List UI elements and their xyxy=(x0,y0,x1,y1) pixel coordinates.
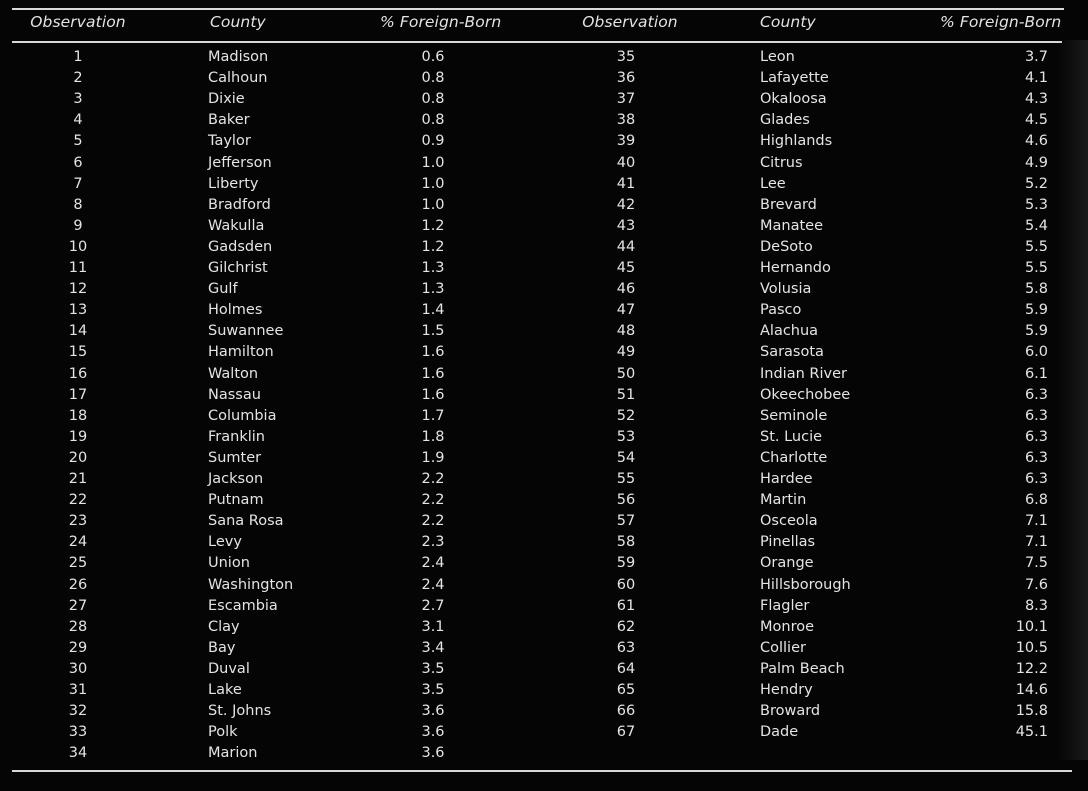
observation-cell: 7 xyxy=(73,175,83,192)
table-row xyxy=(548,218,1068,239)
header-observation-left: Observation xyxy=(30,13,126,31)
header-rule xyxy=(12,41,1062,43)
county-cell: Volusia xyxy=(760,281,812,298)
pct-cell: 1.6 xyxy=(421,344,445,361)
pct-cell: 6.3 xyxy=(1024,449,1048,466)
county-cell: Highlands xyxy=(760,133,833,150)
observation-cell: 6 xyxy=(73,154,83,171)
top-rule xyxy=(12,8,1064,10)
county-cell: Martin xyxy=(760,492,807,509)
pct-cell: 2.4 xyxy=(421,555,445,572)
table-row xyxy=(0,323,520,344)
table-row xyxy=(0,112,520,133)
observation-cell: 23 xyxy=(68,513,88,530)
pct-cell: 5.8 xyxy=(1024,281,1048,298)
observation-cell: 53 xyxy=(616,428,636,445)
observation-cell: 3 xyxy=(73,91,83,108)
table-row xyxy=(0,366,520,387)
pct-cell: 0.8 xyxy=(421,70,445,87)
county-cell: Hendry xyxy=(760,682,813,698)
table-row xyxy=(548,619,1068,640)
pct-cell: 4.1 xyxy=(1024,70,1048,87)
county-cell: Dixie xyxy=(208,91,245,108)
county-cell: Alachua xyxy=(760,323,819,340)
observation-cell: 33 xyxy=(68,724,88,741)
pct-cell: 2.4 xyxy=(421,576,445,593)
pct-cell: 0.8 xyxy=(421,112,445,129)
pct-cell: 7.1 xyxy=(1024,534,1048,551)
observation-cell: 54 xyxy=(616,449,636,466)
county-cell: Hamilton xyxy=(208,344,274,361)
pct-cell: 1.2 xyxy=(421,238,445,255)
county-cell: Hernando xyxy=(760,260,831,276)
pct-cell: 2.7 xyxy=(421,597,445,614)
county-cell: DeSoto xyxy=(760,238,813,255)
table-row xyxy=(0,534,520,555)
county-cell: Washington xyxy=(208,576,294,593)
county-cell: Palm Beach xyxy=(760,660,845,677)
table-row xyxy=(548,155,1068,176)
table-row xyxy=(548,133,1068,154)
county-cell: Nassau xyxy=(208,386,261,403)
pct-cell: 2.2 xyxy=(421,513,445,530)
county-cell: Seminole xyxy=(760,407,828,424)
observation-cell: 38 xyxy=(616,112,636,129)
observation-cell: 34 xyxy=(68,745,88,762)
pct-cell: 5.2 xyxy=(1024,175,1048,192)
pct-cell: 5.5 xyxy=(1024,260,1048,276)
county-cell: Jefferson xyxy=(208,154,272,171)
table-row xyxy=(548,640,1068,661)
observation-cell: 66 xyxy=(616,703,636,720)
table-row xyxy=(548,408,1068,429)
table-row xyxy=(0,682,520,703)
table-row xyxy=(548,366,1068,387)
county-cell: Bradford xyxy=(208,196,271,213)
county-cell: Levy xyxy=(208,534,242,551)
pct-cell: 5.5 xyxy=(1024,238,1048,255)
observation-cell: 1 xyxy=(73,49,83,65)
table-row xyxy=(0,450,520,471)
county-cell: Columbia xyxy=(208,407,277,424)
table-row xyxy=(0,703,520,724)
observation-cell: 61 xyxy=(616,597,636,614)
observation-cell: 44 xyxy=(616,238,636,255)
pct-cell: 3.1 xyxy=(421,618,445,635)
table-row xyxy=(548,429,1068,450)
observation-cell: 49 xyxy=(616,344,636,361)
county-cell: Hillsborough xyxy=(760,576,851,593)
table-row xyxy=(548,513,1068,534)
pct-cell: 10.1 xyxy=(1015,618,1048,635)
observation-cell: 43 xyxy=(616,217,636,234)
county-cell: Clay xyxy=(208,618,240,635)
table-row xyxy=(0,133,520,154)
pct-cell: 3.4 xyxy=(421,639,445,656)
county-cell: Collier xyxy=(760,639,806,656)
county-cell: Hardee xyxy=(760,471,813,487)
county-cell: Duval xyxy=(208,660,250,677)
observation-cell: 67 xyxy=(616,724,636,741)
pct-cell: 1.3 xyxy=(421,260,445,276)
county-cell: Brevard xyxy=(760,196,817,213)
table-row xyxy=(548,112,1068,133)
table-row xyxy=(0,344,520,365)
observation-cell: 58 xyxy=(616,534,636,551)
table-row xyxy=(548,70,1068,91)
county-cell: Indian River xyxy=(760,365,847,382)
table-row xyxy=(548,387,1068,408)
pct-cell: 6.8 xyxy=(1024,492,1048,509)
pct-cell: 8.3 xyxy=(1024,597,1048,614)
county-cell: Monroe xyxy=(760,618,815,635)
pct-cell: 3.5 xyxy=(421,682,445,698)
observation-cell: 35 xyxy=(616,49,636,65)
pct-cell: 7.1 xyxy=(1024,513,1048,530)
observation-cell: 13 xyxy=(68,302,88,319)
table-row xyxy=(0,176,520,197)
county-cell: St. Johns xyxy=(208,703,272,720)
pct-cell: 1.0 xyxy=(421,154,445,171)
observation-cell: 48 xyxy=(616,323,636,340)
observation-cell: 32 xyxy=(68,703,88,720)
county-cell: St. Lucie xyxy=(760,428,823,445)
county-cell: Calhoun xyxy=(208,70,268,87)
header-pct-left: % Foreign-Born xyxy=(380,13,502,31)
county-cell: Union xyxy=(208,555,250,572)
county-cell: Lee xyxy=(760,175,786,192)
table-row xyxy=(548,239,1068,260)
observation-cell: 2 xyxy=(73,70,83,87)
table-row xyxy=(548,344,1068,365)
county-cell: Dade xyxy=(760,724,799,741)
county-cell: Charlotte xyxy=(760,449,828,466)
county-cell: Franklin xyxy=(208,428,265,445)
table-row xyxy=(548,577,1068,598)
pct-cell: 7.5 xyxy=(1024,555,1048,572)
table-row xyxy=(548,492,1068,513)
county-cell: Sumter xyxy=(208,449,262,466)
table-row xyxy=(0,513,520,534)
county-cell: Manatee xyxy=(760,217,823,234)
pct-cell: 2.2 xyxy=(421,471,445,487)
table-row xyxy=(548,703,1068,724)
county-cell: Walton xyxy=(208,365,259,382)
observation-cell: 42 xyxy=(616,196,636,213)
pct-cell: 4.3 xyxy=(1024,91,1048,108)
county-cell: Suwannee xyxy=(208,323,284,340)
observation-cell: 19 xyxy=(68,428,88,445)
county-cell: Pinellas xyxy=(760,534,816,551)
header-observation-right: Observation xyxy=(582,13,678,31)
pct-cell: 2.2 xyxy=(421,492,445,509)
county-cell: Leon xyxy=(760,49,795,65)
pct-cell: 15.8 xyxy=(1015,703,1048,720)
observation-cell: 36 xyxy=(616,70,636,87)
pct-cell: 12.2 xyxy=(1015,660,1048,677)
observation-cell: 55 xyxy=(616,471,636,487)
county-cell: Lafayette xyxy=(760,70,829,87)
pct-cell: 14.6 xyxy=(1015,682,1048,698)
table-row xyxy=(0,471,520,492)
header-county-left: County xyxy=(210,13,266,31)
table-row xyxy=(0,387,520,408)
observation-cell: 10 xyxy=(68,238,88,255)
table-row xyxy=(0,598,520,619)
table-row xyxy=(548,302,1068,323)
pct-cell: 1.0 xyxy=(421,175,445,192)
table-row xyxy=(548,555,1068,576)
pct-cell: 6.0 xyxy=(1024,344,1048,361)
observation-cell: 45 xyxy=(616,260,636,276)
observation-cell: 27 xyxy=(68,597,88,614)
table-row xyxy=(0,619,520,640)
county-cell: Citrus xyxy=(760,154,803,171)
pct-cell: 6.3 xyxy=(1024,428,1048,445)
county-cell: Osceola xyxy=(760,513,818,530)
table-row xyxy=(548,534,1068,555)
pct-cell: 3.6 xyxy=(421,703,445,720)
pct-cell: 3.7 xyxy=(1024,49,1048,65)
observation-cell: 11 xyxy=(68,260,88,276)
pct-cell: 4.5 xyxy=(1024,112,1048,129)
table-row xyxy=(548,197,1068,218)
pct-cell: 1.7 xyxy=(421,407,445,424)
observation-cell: 28 xyxy=(68,618,88,635)
table-row xyxy=(0,302,520,323)
county-cell: Okeechobee xyxy=(760,386,851,403)
table-row xyxy=(0,281,520,302)
observation-cell: 5 xyxy=(73,133,83,150)
county-cell: Flagler xyxy=(760,597,810,614)
observation-cell: 51 xyxy=(616,386,636,403)
pct-cell: 7.6 xyxy=(1024,576,1048,593)
observation-cell: 39 xyxy=(616,133,636,150)
observation-cell: 20 xyxy=(68,449,88,466)
county-cell: Taylor xyxy=(208,133,251,150)
observation-cell: 4 xyxy=(73,112,83,129)
table-row xyxy=(0,577,520,598)
table-row xyxy=(548,598,1068,619)
county-cell: Holmes xyxy=(208,302,263,319)
pct-cell: 3.6 xyxy=(421,724,445,741)
table-row xyxy=(0,661,520,682)
table-row xyxy=(0,745,520,766)
observation-cell: 29 xyxy=(68,639,88,656)
table-row xyxy=(0,70,520,91)
observation-cell: 40 xyxy=(616,154,636,171)
pct-cell: 6.3 xyxy=(1024,471,1048,487)
pct-cell: 5.3 xyxy=(1024,196,1048,213)
observation-cell: 63 xyxy=(616,639,636,656)
header-pct-right: % Foreign-Born xyxy=(940,13,1062,31)
county-cell: Okaloosa xyxy=(760,91,827,108)
table-row xyxy=(548,281,1068,302)
observation-cell: 17 xyxy=(68,386,88,403)
county-cell: Broward xyxy=(760,703,821,720)
table-row xyxy=(548,323,1068,344)
table-row xyxy=(0,492,520,513)
county-cell: Sana Rosa xyxy=(208,513,284,530)
observation-cell: 26 xyxy=(68,576,88,593)
pct-cell: 4.9 xyxy=(1024,154,1048,171)
pct-cell: 45.1 xyxy=(1015,724,1048,741)
pct-cell: 1.3 xyxy=(421,281,445,298)
table-row xyxy=(548,91,1068,112)
table-row xyxy=(0,724,520,745)
observation-cell: 31 xyxy=(68,682,88,698)
observation-cell: 52 xyxy=(616,407,636,424)
table-row xyxy=(548,260,1068,281)
table-row xyxy=(548,49,1068,70)
observation-cell: 9 xyxy=(73,217,83,234)
observation-cell: 62 xyxy=(616,618,636,635)
table-row xyxy=(0,408,520,429)
observation-cell: 47 xyxy=(616,302,636,319)
pct-cell: 1.6 xyxy=(421,365,445,382)
observation-cell: 22 xyxy=(68,492,88,509)
observation-cell: 46 xyxy=(616,281,636,298)
county-cell: Polk xyxy=(208,724,238,741)
pct-cell: 4.6 xyxy=(1024,133,1048,150)
county-cell: Gadsden xyxy=(208,238,273,255)
table-row xyxy=(0,91,520,112)
county-cell: Liberty xyxy=(208,175,259,192)
county-cell: Bay xyxy=(208,639,236,656)
county-cell: Glades xyxy=(760,112,810,129)
county-cell: Putnam xyxy=(208,492,264,509)
county-cell: Marion xyxy=(208,745,258,762)
pct-cell: 1.5 xyxy=(421,323,445,340)
observation-cell: 57 xyxy=(616,513,636,530)
table-row xyxy=(0,239,520,260)
pct-cell: 0.9 xyxy=(421,133,445,150)
header-county-right: County xyxy=(760,13,816,31)
pct-cell: 6.1 xyxy=(1024,365,1048,382)
pct-cell: 1.6 xyxy=(421,386,445,403)
observation-cell: 8 xyxy=(73,196,83,213)
observation-cell: 15 xyxy=(68,344,88,361)
county-cell: Lake xyxy=(208,682,242,698)
pct-cell: 6.3 xyxy=(1024,407,1048,424)
pct-cell: 5.9 xyxy=(1024,323,1048,340)
county-cell: Jackson xyxy=(208,471,264,487)
pct-cell: 1.9 xyxy=(421,449,445,466)
table-row xyxy=(0,260,520,281)
county-cell: Gilchrist xyxy=(208,260,268,276)
table-row xyxy=(0,640,520,661)
pct-cell: 10.5 xyxy=(1015,639,1048,656)
table-row xyxy=(548,176,1068,197)
observation-cell: 24 xyxy=(68,534,88,551)
bottom-rule xyxy=(12,770,1072,772)
table-row xyxy=(0,49,520,70)
observation-cell: 64 xyxy=(616,660,636,677)
table-row xyxy=(0,218,520,239)
table-row xyxy=(0,197,520,218)
observation-cell: 50 xyxy=(616,365,636,382)
county-cell: Pasco xyxy=(760,302,802,319)
table-row xyxy=(548,661,1068,682)
county-cell: Sarasota xyxy=(760,344,824,361)
observation-cell: 60 xyxy=(616,576,636,593)
observation-cell: 25 xyxy=(68,555,88,572)
county-cell: Baker xyxy=(208,112,250,129)
pct-cell: 1.0 xyxy=(421,196,445,213)
observation-cell: 59 xyxy=(616,555,636,572)
pct-cell: 0.6 xyxy=(421,49,445,65)
table-row xyxy=(0,155,520,176)
pct-cell: 3.6 xyxy=(421,745,445,762)
table-row xyxy=(548,450,1068,471)
pct-cell: 1.8 xyxy=(421,428,445,445)
observation-cell: 18 xyxy=(68,407,88,424)
county-cell: Madison xyxy=(208,49,269,65)
county-cell: Escambia xyxy=(208,597,278,614)
table-row xyxy=(0,429,520,450)
pct-cell: 5.9 xyxy=(1024,302,1048,319)
county-cell: Orange xyxy=(760,555,814,572)
county-cell: Wakulla xyxy=(208,217,265,234)
pct-cell: 3.5 xyxy=(421,660,445,677)
observation-cell: 16 xyxy=(68,365,88,382)
pct-cell: 6.3 xyxy=(1024,386,1048,403)
observation-cell: 14 xyxy=(68,323,88,340)
observation-cell: 65 xyxy=(616,682,636,698)
pct-cell: 5.4 xyxy=(1024,217,1048,234)
pct-cell: 1.2 xyxy=(421,217,445,234)
observation-cell: 56 xyxy=(616,492,636,509)
table-row xyxy=(0,555,520,576)
observation-cell: 37 xyxy=(616,91,636,108)
page-edge-shadow xyxy=(1058,40,1088,760)
pct-cell: 2.3 xyxy=(421,534,445,551)
observation-cell: 41 xyxy=(616,175,636,192)
table-row xyxy=(548,471,1068,492)
table-row xyxy=(548,682,1068,703)
observation-cell: 30 xyxy=(68,660,88,677)
table-row xyxy=(548,724,1068,745)
observation-cell: 12 xyxy=(68,281,88,298)
county-cell: Gulf xyxy=(208,281,238,298)
observation-cell: 21 xyxy=(68,471,88,487)
pct-cell: 1.4 xyxy=(421,302,445,319)
pct-cell: 0.8 xyxy=(421,91,445,108)
